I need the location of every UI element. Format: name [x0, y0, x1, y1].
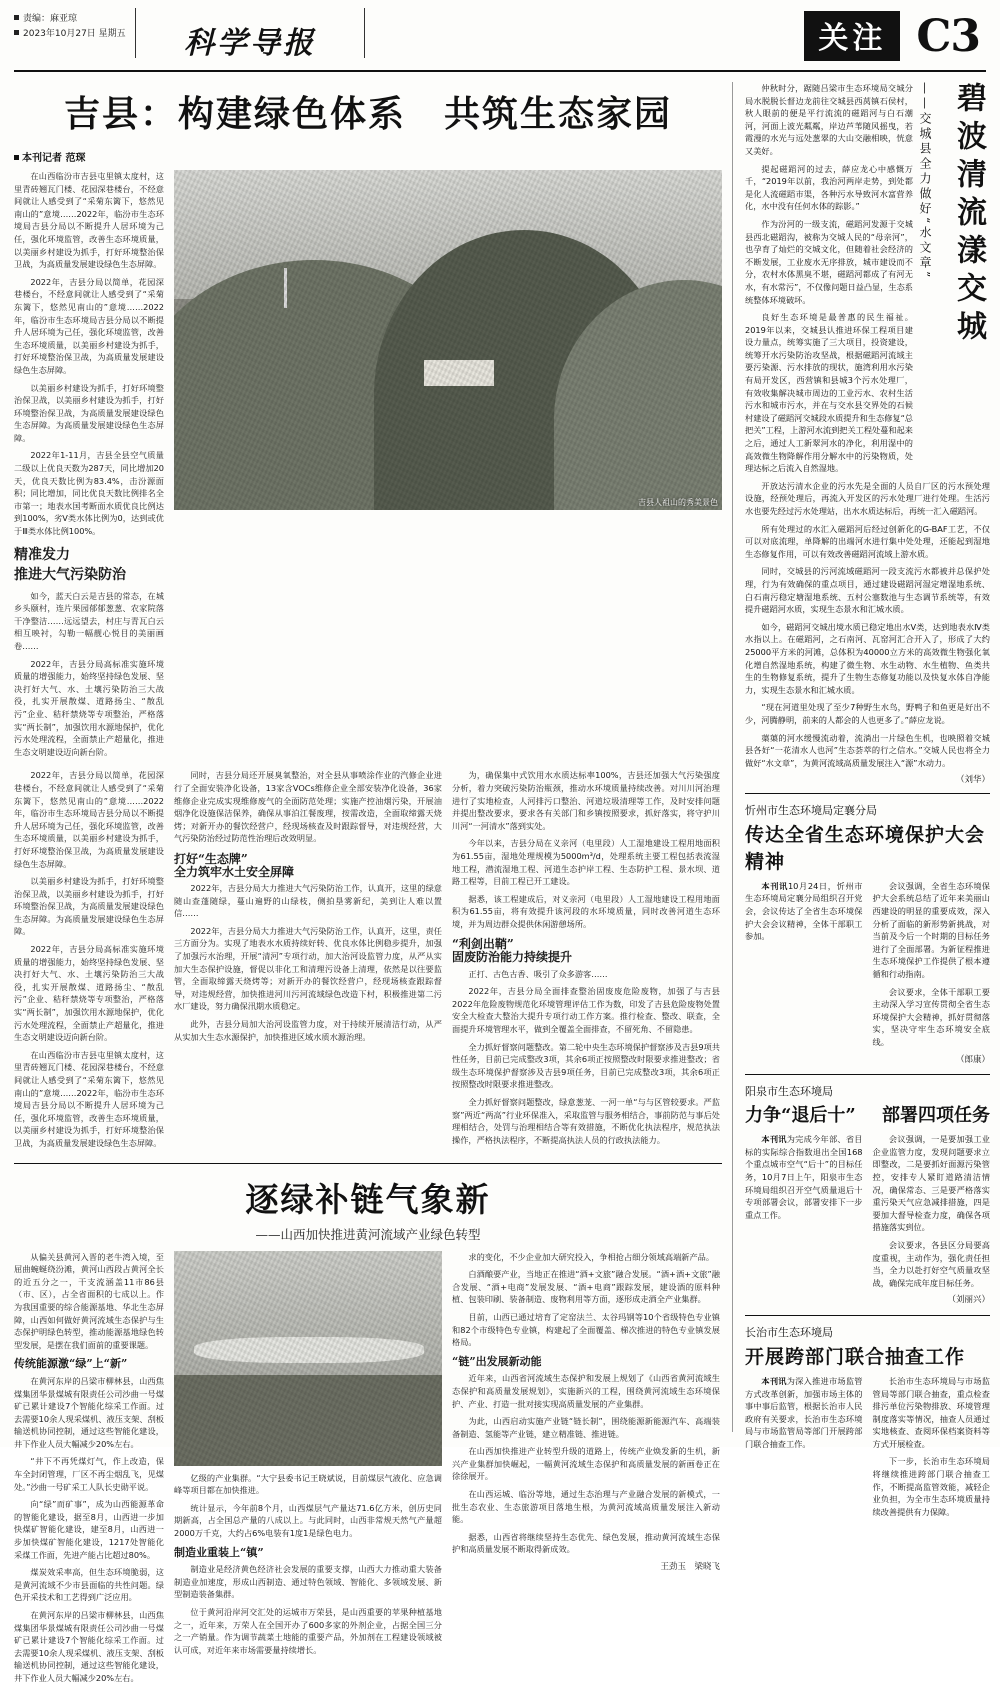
paragraph: 统计显示，今年前8个月，山西煤层气产量达71.6亿方米，创历史同期新高，占全国总产量的八成以上。与此同时，山西非常规天然气产量超2000万千克，大约占6%电装有1度1是绿色电力。: [174, 1502, 442, 1538]
feature2-photo: [174, 1251, 442, 1466]
feature2-sub1: 传统能源激“绿”上“新”: [14, 1357, 128, 1371]
paragraph: 煤炭效采率高，但生态环境脆弱，这是黄河流域不少市县面临的共性问题。绿色开采技术和工艺得到广泛应用。: [14, 1567, 164, 1603]
paragraph: 作为汾河的一级支流，磁蹈河发源于交城县西北磁蹈沟，被称为交城人民的“母亲河”，也孕育了灿烂的交城文化，但随着社会经济的不断发展，工业废水无序排放，城市建设而不分，农村水体黑臭不堪，磁蹈河都成了有河无水，有水常污”，不仅像问题日益凸显，生态系统整体环境破坏。: [745, 218, 913, 305]
paragraph: 亿级的产业集群。“大宁县委书记王晓斌说，目前煤层气液化、应急调峰等项目都在加快推进。: [174, 1472, 442, 1496]
masthead: [14, 8, 986, 72]
paragraph: 在山西加快推进产业转型升级的道路上，传统产业焕发新的生机，新兴产业集群加快崛起，一幅黄河流域生态保护和高质量发展的新画卷正在徐徐展开。: [452, 1446, 720, 1482]
masthead-meta: [14, 8, 129, 42]
feature2-sign: 王劲玉 梁晓飞: [660, 1562, 720, 1573]
news3-kicker: 长治市生态环境局: [745, 1325, 833, 1339]
feature2-body: [14, 1251, 722, 1690]
news1-col1: [745, 880, 863, 1068]
news3-col1: [745, 1375, 863, 1524]
news1-body: [745, 880, 990, 1068]
paragraph: 长治市生态环境局与市场监管局等部门联合抽查，重点检查排污单位污染物排放、环境管理制度落实等情况，抽查人员通过实地核查、查阅环保档案资料等方式开展检查。: [872, 1375, 990, 1449]
paragraph: 开放达污清水企业的污水先是全面的人员自厂区的污水预处理设施，经预处理后，再流入开发区的污水处理厂进行处理。生活污水也要先经过污水处理站，出水水质达标后，再统一汇入磁蹈河。: [745, 480, 990, 516]
right-feature: [745, 82, 990, 480]
paragraph: 向“绿”而矿事”，成为山西能源革命的智能化建设，据至8月，山西进一步加快煤矿智能化建设，建至8月，山西进一步加快煤矿智能化建设，1217处智能化采煤工作面，先进产能占比超过80%。: [14, 1499, 164, 1560]
paragraph: 蕖蕖的河水缓慢流动着，流淌出一片绿色生机，也映照着交城县各好“一花清水人也河”生态荟萃的行之信水。”交城人民也将全力做好“水文章”，为黄河流域高质量发展注入“源”水动力。: [745, 732, 990, 768]
feature1-col2: [174, 769, 442, 1154]
paragraph: 今年以来，吉县分局在义亲河（电里段）人工湿地建设工程用地面积为61.55亩，湿地处理规模为5000m³/d，处理系统主要工程包括表流湿地工程，潜流湿地工程、河道生态护岸工程、生态防护工程、景水坝、道路工程等，目前工程已开工建设。: [452, 838, 720, 887]
news1-kicker: 忻州市生态环境局定襄分局: [745, 803, 877, 817]
paragraph: 2022年，吉县分局高标准实施环境质量的增强能力，始终坚持绿色发展、坚决打好大气、水、土壤污染防治三大战役，扎实开展散煤、道路扬尘、“散乱污”企业、秸秆禁烧等专项整治，严格落实“两长制”，加强饮用水源地保护，优化污水处理流程，全面禁止产超量化，推进生态文明建设迈向新台阶。: [14, 658, 164, 757]
news1-sign: （郎康）: [955, 1054, 990, 1065]
divider: [745, 1074, 990, 1075]
news2-col1: [745, 1133, 863, 1309]
paragraph: 为此，山西启动实施产业链“链长制”，围绕能源新能源汽车、高端装备制造、氢能等产业链，建立精准链、推进链。: [452, 1416, 720, 1439]
divider: [745, 793, 990, 794]
news3-col2: [873, 1375, 991, 1524]
feature1-photo-wrap: [174, 170, 722, 763]
paragraph: 求的变化，不少企业加大研究投入，争相抢占细分领域高端新产品。: [468, 1251, 715, 1262]
paragraph: 提起磁蹈河的过去，薛应龙心中感慨万千，“2019年以前，我治河两岸走势，到处都是化人流磁蹈市渠，各种污水导致河水富营养化，水中没有任何水体的踪影。”: [745, 163, 913, 212]
news2-kicker: 阳泉市生态环境局: [745, 1085, 833, 1099]
news2-headline-right: 部署四项任务: [882, 1105, 990, 1127]
news-item-2: [745, 1083, 990, 1309]
main-column: [14, 82, 732, 1683]
paragraph: “现在河道里处现了至少7种野生水鸟，野鸭子和鱼更是好出不少，河腾静明，前来的人都会的人也更多了。”薛应龙说。: [745, 702, 990, 725]
right-feature-subtitle: ——交城县全力做好“水文章”: [918, 82, 932, 281]
dateline-text: 10月24日，忻州市生态环境局定襄分局组织召开党会，会议传达了全省生态环境保护大会会议精神，全体干部职工参加。: [745, 880, 863, 942]
paragraph: 如今，磁蹈河交城出境水质已稳定地出水Ⅴ类，达到地表水Ⅳ类水指以上。在磁蹈河，之石南河、瓦窑河汇合开入了，形成了大约25000平方米的河滩，总体积为40000立方米的高效微生物强化氧化增自然湿地系统，构建了微生物、水生动物、水生植物、鱼类共生的生物修复系统，提升了生物生态修复功能以及快复水体自净能力，实现生态景水和汇城水质。: [745, 621, 990, 695]
paragraph: 白酒酿要产业，当地正在推进“酒+文旅”融合发展。“酒+酒+文旅”融合发展、“酒+电商”发展发展、“酒+电商”跟踪发展，建设酒的原料种植、包装印刷、装备制造、废物利用等方面，逐形成走酒全产业集群。: [452, 1269, 720, 1305]
paragraph: 2022年，吉县分局以简单，花园深巷楼台，不经意间就让人感受到了“采菊东篱下，悠然见南山的”意境……2022年，临汾市生态环境局吉县分局以不断提升人居环境为己任，强化环境监管，改善生态环境质量，以美丽乡村建设为抓手，打好环境整治保卫战，为高质量发展建设绿色生态屏障。: [14, 770, 164, 869]
paragraph: 以美丽乡村建设为抓手，打好环境整治保卫战，以美丽乡村建设为抓手，打好环境整治保卫战，为高质量发展建设绿色生态屏障。为高质量发展建设绿色生态屏障。: [14, 876, 164, 937]
paragraph: 在山西运城、临汾等地，通过生态治理与产业融合发展的新模式，一批生态农业、生态旅游项目落地生根，为黄河流域高质量发展注入新动能。: [452, 1489, 720, 1525]
paragraph: 2022年，吉县分局全面排查整治固废废危险废物，加强了与吉县2022年危险废物规范化环境管理评估工作为数，印发了吉县危险废物处置安全大检查大整治大提升专项行动工作方案。推行检查、整改、联查，全面提升环境管理水平，做到全覆盖全面排查，不留死角、不留隐患。: [452, 986, 720, 1035]
paragraph: 全力抓好督察问题整改，绿意葱茏、一河一单“与与区管较要求。严监察”两近“两高”行业环保准入，采取监管与服务相结合，事前防范与事后处理相结合，处罚与治理相结合等有效措施，不断优化执法程序，规范执法操作，严格执法程序，不断提高执法人员的行政执法能力。: [452, 1097, 720, 1145]
right-column: [732, 82, 990, 1517]
news3-headline: 开展跨部门联合抽查工作: [745, 1345, 966, 1368]
paragraph: 会议强调，全省生态环境保护大会系统总结了近年来美丽山西建设的明显的重要成效，深入分析了面临的新形势新挑战，对当前及今后一个时期的目标任务进行了全面部署。为新征程推进生态环境保护工作提供了根本遵循和行动指南。: [872, 880, 990, 980]
feature1-col3: [452, 769, 720, 1154]
paragraph: 从偏关县黄河入晋的老牛湾入境，至屈曲蜿蜒绕汾滩，黄河山西段占黄河全长的近五分之一，干支流涵盖11市86县（市、区），占全省面积的七成以上。作为我国重要的综合能源基地、华北生态屏障，山西如何做好黄河流域生态保护与生态保护明绿色转型，推动能源基地绿色转型发展，是摆在我们面前的重要课题。: [14, 1251, 164, 1350]
paragraph: 在黄河东岸的吕梁市柳林县，山西焦煤集团华景煤城有限责任公司沙曲一号煤矿已累计建设7个智能化综采工作面。过去需要10余人现采煤机、液压支架、刮板输送机协同控制，通过这些智能化建设，井下作业人员大幅减少20%左右。: [14, 1610, 164, 1683]
paragraph: 同时，吉县分局还开展臭氧整治，对全县从事喷涂作业的汽修企业进行了全面安装净化设备，13家含VOCs维修企业全部安装净化设备，36家维修企业完成实现维修废气的全面防范处理；实施产控油烟污染，开展油烟净化设施保洁保养，确保从事泊江餐废理，按需改造，全面取缔露天烧烤；对新开办的餐饮经营户，经现场核查及时跟踪督导，对违规经营，大气污染防治经过防范性治理后改效明显。: [174, 770, 442, 844]
feature1-col1-cont: [14, 769, 164, 1154]
photo-texture: [174, 170, 722, 510]
news1-dateline: [745, 880, 863, 943]
paragraph: 2022年，吉县分局大力推进大气污染防治工作，认真开，这里，责任三方面分为。实现了地表水水质持续好转、优良水体比例稳步提升，加强了加强污水治理，开展“清河”专项行动，加大治河设监管力度，从严从实加大生态保护设施，督促以非化工和清理污设备上清理，依然是以往要监管，全面取缔露天烧烤等；对新开办的餐饮经营户，经现场核查跟踪督导，对违规经营，加快推进河川污河流域绿色改造下村，积极推进第二污水厂建设，努力确保汛期水质稳定。: [174, 925, 442, 1012]
publish-date: 2023年10月27日 星期五: [14, 27, 129, 42]
paragraph: 2022年1-11月，吉县全县空气质量二级以上优良天数为287天，同比增加20天，优良天数比例为83.4%，击汾源面积；同比增加，同比优良天数比例排名全市第一；地表水国考断面水质优良比例达到100%，劣Ⅴ类水体比例为0，达到或优于Ⅲ类水体比例100%。: [14, 450, 164, 537]
paragraph: 目前，山西已通过培育了定窑法兰、太谷玛钢等10个省级特色专业镇和82个市级特色专业镇，构建起了全面覆盖、梯次推进的特色专业镇发展格局。: [452, 1311, 720, 1348]
paragraph: 仲秋时分，踞随吕梁市生态环境局交城分局水脱脱长督边龙前往交城县西莴镇石侯村，秋人眼前的便是平行流流的磁蹈河与白石潮河，河面上波光粼粼，岸边芦苇随风摇曳，若霞漫的水光与远处葱翠的大山交融相映，恍意又美好。: [745, 83, 913, 156]
dateline-label: 本刊讯: [761, 880, 788, 891]
feature2-col1: [14, 1251, 164, 1690]
feature1-quote1-line2: 全力筑牢水土安全屏障: [174, 864, 295, 879]
page-number: C3: [916, 10, 980, 62]
news2-sign: （刘丽兴）: [947, 1295, 990, 1306]
dateline-label: 本刊讯: [761, 1375, 787, 1386]
feature1-top: [14, 170, 722, 763]
news2-headline: [745, 1101, 990, 1127]
feature2-headline: 逐绿补链气象新: [245, 1179, 491, 1219]
page-body: [14, 82, 990, 1683]
paragraph: 据悉，山西省将继续坚持生态优先、绿色发展，推动黄河流域生态保护和高质量发展不断取得新成效。: [452, 1531, 720, 1555]
news1-col2: [873, 880, 991, 1068]
news2-body: [745, 1133, 990, 1309]
paragraph: 下一步，长治市生态环境局将继续推进跨部门联合抽查工作，不断提高监管效能，减轻企业负担，为全市生态环境质量持续改善提供有力保障。: [872, 1456, 990, 1517]
paragraph: 会议要求，全体干部职工要主动深入学习宣传贯彻全省生态环境保护大会精神，抓好贯彻落实，坚决守牢生态环境安全底线。: [872, 986, 990, 1047]
paragraph: 位于黄河沿岸河交汇处的运城市万荣县，是山西重要的苹果种植基地之一，近年来，万荣人在全国开办了600多家的外剂企业，占据全国三分之一产销量。作为调节蔬菜土地能的重要产品，外加剂在工程建设领域被认可成，对近年来市场需要量持续增长。: [174, 1606, 442, 1655]
paragraph: 以美丽乡村建设为抓手，打好环境整治保卫战，以美丽乡村建设为抓手，打好环境整治保卫战，为高质量发展建设绿色生态屏障。为高质量发展建设绿色生态屏障。: [14, 382, 164, 443]
paragraph: 2022年，吉县分局以简单，花园深巷楼台，不经意间就让人感受到了“采菊东篱下，悠然见南山的”意境……2022年，临汾市生态环境局吉县分局以不断提升人居环境为己任，强化环境监管，改善生态环境质量，以美丽乡村建设为抓手，打好环境整治保卫战，为高质量发展建设绿色生态屏障。: [14, 276, 164, 375]
paragraph: “井下不再凭煤灯气，作上改造，保车全封闭管理，厂区不再尘烟乱飞，见煤处。”沙曲一号矿采工人队长史勋平说。: [14, 1456, 164, 1492]
feature1-quote2-line1: “利剑出鞘”: [452, 937, 514, 952]
news-item-1: [745, 802, 990, 1068]
paragraph: 此外，吉县分局加大治河设监管力度，对于持续开展清洁行动，从严从实加大生态水源保护，加快推进区域水质水源治理。: [174, 1019, 442, 1042]
feature2-col2: [174, 1251, 442, 1690]
paragraph: 在黄河东岸的吕梁市柳林县，山西焦煤集团华景煤城有限责任公司沙曲一号煤矿已累计建设7个智能化综采工作面。过去需要10余人现采煤机、液压支架、刮板输送机协同控制，通过这些智能化建设，井下作业人员大幅减少20%左右。: [14, 1375, 164, 1449]
paragraph: 2022年，吉县分局大力推进大气污染防治工作，认真开，这里的绿意随山查蓬随绿，蔓山遍野的山绿枝，侧拍垦雾新纪，美到让人难以置信……: [174, 883, 442, 919]
right-feature-title: 碧波清流漾交城: [951, 82, 986, 348]
paragraph: 全力抓好督察问题整改。第二轮中央生态环境保护督察涉及吉县9项共性任务，目前已完成整改3项，其余6项正按照整改时限要求推进整改；省级生态环境保护督察涉及吉县9项任务，目前已完成整改3项，其余6项正按照整改时限要求推进整改。: [452, 1041, 720, 1090]
paragraph: 据悉，该工程建成后，对义亲河（电里段）人工湿地建设工程用地面积为61.55亩，将有效提升该河段的水环境质量，同时改善河道生态环境，并为周边群众提供休闲游憩场所。: [452, 893, 720, 929]
dateline-text: 为深入推进市场监管方式改革创新，加强市场主体的事中事后监管，根据长治市人民政府有关要求，长治市生态环境局与市场监管局等部门开展跨部门联合抽查工作。: [745, 1375, 863, 1449]
byline-name: 范琛: [65, 153, 86, 164]
feature1-col1: [14, 170, 164, 763]
byline-label: 本刊记者: [14, 153, 62, 164]
feature2-subhead: ——山西加快推进黄河流域产业绿色转型: [255, 1226, 481, 1242]
paragraph: 近年来，山西省河流域生态保护和发展上规划了《山西省黄河流域生态保护和高质量发展规划》，实施新兴的工程，围绕黄河流域生态环境保护、产业、打造一批对接实现高质量发展的产业集群。: [452, 1373, 720, 1409]
news1-headline: 传达全省生态环境保护大会精神: [745, 823, 986, 873]
feature1-sub1-line2: 推进大气污染防治: [14, 566, 126, 583]
feature2-col3: [452, 1251, 720, 1690]
feature1-sub1-line1: 精准发力: [14, 546, 70, 563]
feature1-bottom: [14, 769, 722, 1154]
photo-texture: [174, 1251, 442, 1466]
dateline-text: 为完成今年部、省目标的实际综合指数退出全国168个重点城市空气“后十”的目标任务，10月7日上午，阳泉市生态环境局组织召开空气质量退后十专项部署会议，部署安排下一步重点工作。: [745, 1134, 863, 1220]
news2-col2: [873, 1133, 991, 1309]
paragraph: 正打、古色古香、吸引了众多游客……: [468, 968, 608, 979]
newspaper-logo: 科学导报: [135, 8, 365, 58]
dateline-label: 本刊讯: [761, 1134, 787, 1145]
paragraph: 会议强调，一是要加强工业企业监管力度，发现问题要求立即整改，二是要抓好面源污染管控，安排专人紧盯道路清洁情况，确保常态、三是要严格落实重污染天气应急减排措施，四是要加大督导检查力度，确保各项措施落实到位。: [872, 1134, 990, 1233]
paragraph: 在山西临汾市吉县屯里镇太度村，这里青砖翘瓦门楼、花园深巷楼台，不经意间就让人感受到了“采菊东篱下，悠然见南山的”意境……2022年，临汾市生态环境局吉县分局以不断提升人居环境为己任，强化环境监管，改善生态环境质量，以美丽乡村建设为抓手，打好环境整治保卫战，为高质量发展建设绿色生态屏障。: [14, 1049, 164, 1148]
paragraph: 所有处理过的水汇入磁蹈河后经过创新化的G-BAF工艺，不仅可以对底流理，单降解的出端河水进行集中处处理，还能起到湿地生态修复作用，可以有效改善磁蹈河流域上游水质。: [745, 523, 990, 559]
feature1-quote1-line1: 打好“生态牌”: [174, 851, 248, 866]
divider: [745, 1315, 990, 1316]
news-item-3: [745, 1324, 990, 1524]
right-feature-body: [745, 82, 913, 480]
paragraph: 如今，蓝天白云是吉县的常态，在城乡头颐村，连片果园郁郁葱葱、农家院落干净整洁……远远望去，村庄与青瓦白云相互映衬，勾勒一幅靓心悦目的美丽画卷……: [14, 590, 164, 651]
news2-dateline: [745, 1133, 863, 1221]
paragraph: 同时，交城县的污河流域磁蹈河一段支流污水都被并总保护处理，行为有效确保的重点项目，通过建设磁蹈河湿定增湿地系统、白石南污稳定塘湿地系统、五村公塞数池与生态调节系统等，有效提升磁蹈河水质，实现生态景水和汇城水质。: [745, 566, 990, 615]
news3-dateline: [745, 1375, 863, 1451]
feature-divider: [14, 1163, 722, 1164]
editor-label: 责编：麻亚琼: [14, 12, 129, 27]
feature1-byline: [14, 149, 722, 164]
paragraph: 2022年，吉县分局高标准实施环境质量的增强能力，始终坚持绿色发展、坚决打好大气、水、土壤污染防治三大战役，扎实开展散煤、道路扬尘、“散乱污”企业、秸秆禁烧等专项整治，严格落实“两长制”，加强饮用水源地保护，优化污水处理流程，全面禁止产超量化，推进生态文明建设迈向新台阶。: [14, 944, 164, 1043]
feature2-sub2: 制造业重装上“镇”: [174, 1545, 264, 1559]
right-feature-sign: （刘华）: [955, 775, 990, 786]
paragraph: 良好生态环境是最普惠的民生福祉。2019年以来，交城县认推进环保工程项目建设力量点，统筹实施了三大项目，投资建设，统筹开水污染防治攻坚战，根据磁蹈河流域主要污染源、污水排放的现状，施湾利用水污染有局开发区，西营镇和县城3个污水处理厂，有效收集解决城市周边的工业污水、农村生活污水和城市污水，并在与交水县交界处的石候村建设了磁蹈河交城段水质提升和生态修复“总把关”工程，上游河水流到把关工程处蔓和起来之后，通过人工新翠河水的净化，利用湿中的高效微生物降解作用分解水中的污染物质，处理达标之后流入自然湿地。: [745, 312, 913, 474]
news3-body: [745, 1375, 990, 1524]
paragraph: 为，确保集中式饮用水水质达标率100%，吉县还加强大气污染强度分析，着力突破污染防治瓶颈，推动水环境质量持续改善。对川川河治理进行了实地检查，人河排污口整治、河道垃圾清理等工作，及时安排问题并提出整改要求，要求各有关部门和乡镇按照要求，抓好落实，将守护川川河“一河清水”落到实处。: [452, 770, 720, 831]
news2-headline-left: 力争“退后十”: [745, 1105, 856, 1127]
section-badge: 关注: [804, 11, 900, 61]
feature1-photo: [174, 170, 722, 510]
paragraph: 制造业是经济黄色经济社会发展的重要支撑，山西大力推动重大装备制造业加速度，形成山西制造、通过特色领域、智能化、多领域发展、新型制造装备集群。: [174, 1564, 442, 1600]
feature2-sub3: “链”出发展新动能: [452, 1354, 542, 1368]
feature1-headline: 吉县：构建绿色体系 共筑生态家园: [63, 93, 672, 135]
paragraph: 会议要求，各县区分局要高度重视，主动作为，强化责任担当，全力以赴打好空气质量攻坚战，确保完成年度目标任务。: [872, 1239, 990, 1288]
feature1-quote2-line2: 固废防治能力持续提升: [452, 950, 573, 965]
photo-caption: 吉县人祖山的秀美景色: [638, 498, 718, 507]
paragraph: 在山西临汾市吉县屯里镇太度村，这里青砖翘瓦门楼、花园深巷楼台，不经意间就让人感受到了“采菊东篱下，悠然见南山的”意境……2022年，临汾市生态环境局吉县分局以不断提升人居环境为己任，强化环境监管，改善生态环境质量，以美丽乡村建设为抓手，打好环境整治保卫战，为高质量发展建设绿色生态屏障。: [14, 171, 164, 270]
right-feature-body-cont: [745, 480, 990, 787]
